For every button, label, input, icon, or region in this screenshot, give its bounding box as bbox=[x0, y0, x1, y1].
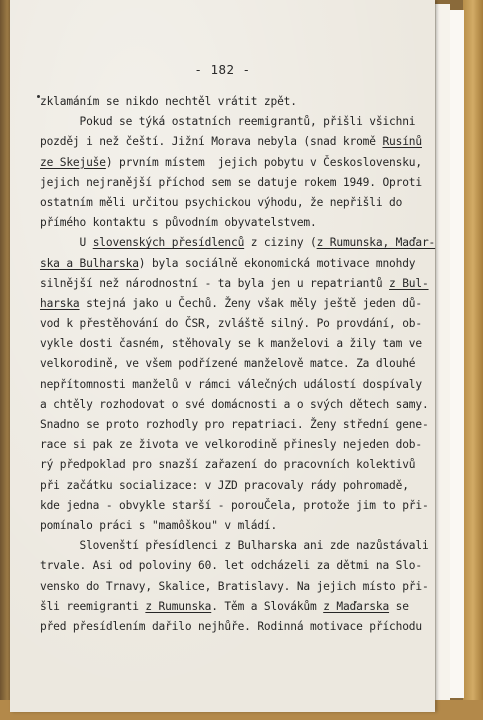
page-stack-edge bbox=[435, 4, 450, 704]
text-run: šli reemigranti bbox=[40, 599, 146, 613]
text-line bbox=[40, 132, 420, 152]
body-text bbox=[40, 92, 436, 637]
underlined-text-run: harska bbox=[40, 296, 80, 310]
text-run: rý předpoklad pro snazší zařazení do pracovních kolektivů bbox=[40, 458, 416, 472]
text-run: před přesídlením dařilo nejhůře. Rodinná motivace příchodu bbox=[40, 619, 422, 633]
text-line bbox=[40, 314, 420, 334]
text-line bbox=[40, 455, 420, 475]
underlined-text-run: slovenských přesídlenců bbox=[92, 236, 245, 250]
underlined-text-run: z Bul- bbox=[389, 276, 429, 290]
text-run: vykle dosti časném, stěhovaly se k manželovi a žily tam ve bbox=[40, 337, 422, 351]
text-line bbox=[40, 213, 420, 233]
text-run: . Těm a Slovákům bbox=[211, 599, 324, 613]
text-line bbox=[40, 375, 420, 395]
document-page bbox=[10, 0, 435, 712]
text-run: pozděj i než čeští. Jižní Morava nebyla (snad kromě bbox=[40, 135, 383, 149]
text-run: se bbox=[389, 599, 409, 613]
ink-dot bbox=[37, 95, 40, 98]
text-run: ) byla sociálně ekonomická motivace mnohdy bbox=[138, 256, 416, 270]
underlined-text-run: ska a Bulharska bbox=[40, 256, 139, 270]
text-line bbox=[40, 617, 420, 637]
text-line bbox=[40, 556, 420, 576]
text-run: silnější než národnostní - ta byla jen u repatriantů bbox=[40, 276, 390, 290]
text-run: a chtěly rozhodovat o své domácnosti a o svých dětech samy. bbox=[40, 397, 429, 411]
text-line bbox=[40, 536, 429, 556]
text-run: Snadno se proto rozhodly pro repatriaci. Ženy střední gene- bbox=[40, 418, 429, 431]
text-run: velkorodině, ve všem podřízené manželově matce. Za dlouhé bbox=[40, 357, 416, 371]
text-run: trvale. Asi od poloviny 60. let odcházeli za dětmi na Slo- bbox=[40, 559, 422, 573]
text-line bbox=[40, 354, 420, 374]
text-line bbox=[40, 112, 420, 132]
text-run: ostatním měli určitou psychickou výhodu, že nepřišli do bbox=[40, 195, 403, 209]
text-line bbox=[40, 597, 420, 617]
text-line bbox=[40, 233, 436, 253]
text-run: při začátku socializace: v JZD pracovaly rády pohromadě, bbox=[40, 478, 409, 492]
page-stack-edge bbox=[449, 10, 464, 698]
text-line bbox=[40, 334, 420, 354]
text-line bbox=[40, 415, 429, 435]
text-line bbox=[40, 92, 420, 112]
text-run: kde jedna - obvykle starší - porouČela, protože jim to při- bbox=[40, 498, 429, 512]
text-line bbox=[40, 395, 429, 415]
text-line bbox=[40, 577, 429, 597]
text-run: race si pak ze života ve velkorodině přinesly nejeden dob- bbox=[40, 438, 422, 452]
text-line bbox=[40, 476, 420, 496]
text-run: pomínalo práci s "mamôškou" v mládí. bbox=[40, 518, 278, 532]
text-line bbox=[40, 153, 420, 173]
underlined-text-run: ze Skejuše bbox=[40, 155, 106, 169]
text-line bbox=[40, 496, 429, 516]
text-run: nepřítomnosti manželů v rámci válečných událostí dospívaly bbox=[40, 377, 422, 391]
underlined-text-run: z Rumunska, Maďar- bbox=[316, 236, 436, 250]
text-line bbox=[40, 254, 420, 274]
text-run: U bbox=[40, 236, 93, 250]
underlined-text-run: z Rumunska bbox=[145, 599, 212, 613]
text-line bbox=[40, 294, 420, 314]
text-run: jejich nejranější příchod sem se datuje rokem 1949. Oproti bbox=[40, 175, 422, 189]
text-run: přímého kontaktu s původním obyvatelstvem. bbox=[40, 216, 317, 230]
text-line bbox=[40, 516, 420, 536]
text-run: z ciziny ( bbox=[244, 236, 317, 250]
page-number: - 182 - bbox=[194, 62, 251, 77]
text-line bbox=[40, 193, 420, 213]
text-run: vod k přestěhování do ČSR, zvláště silný. Po provdání, ob- bbox=[40, 317, 422, 331]
underlined-text-run: Rusínů bbox=[382, 135, 422, 149]
text-run: Slovenští přesídlenci z Bulharska ani zde nazůstávali bbox=[40, 539, 429, 553]
text-line bbox=[40, 274, 429, 294]
text-run: Pokud se týká ostatních reemigrantů, přišli všichni bbox=[40, 115, 416, 129]
text-run: zklamáním se nikdo nechtěl vrátit zpět. bbox=[40, 95, 297, 108]
text-line bbox=[40, 173, 420, 193]
book-cover-edge bbox=[463, 0, 483, 720]
text-run: vensko do Trnavy, Skalice, Bratislavy. Na jejich místo při- bbox=[40, 579, 429, 593]
text-line bbox=[40, 435, 420, 455]
text-run: ) prvním místem jejich pobytu v Československu, bbox=[105, 155, 422, 169]
underlined-text-run: z Maďarska bbox=[323, 599, 390, 613]
text-run: stejná jako u Čechů. Ženy však měly ještě jeden dů- bbox=[79, 296, 422, 310]
